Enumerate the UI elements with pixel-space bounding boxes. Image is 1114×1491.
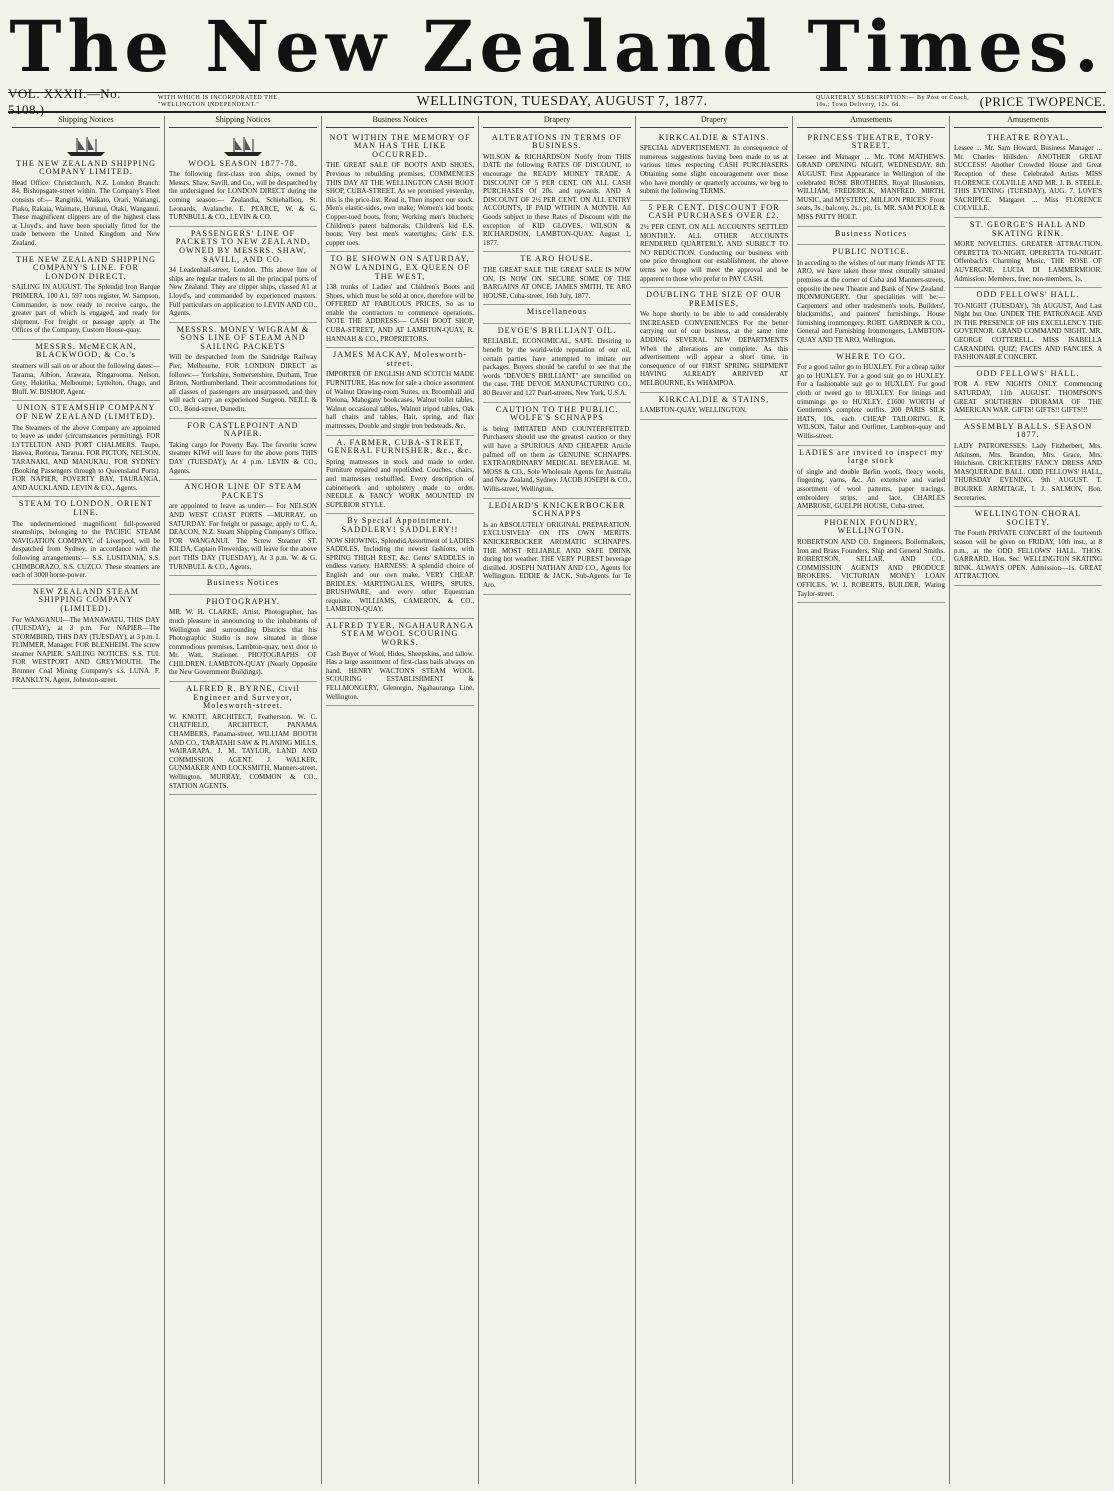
advertisement [169, 682, 317, 795]
ad-title: ALFRED TYER, NGAHAURANGA STEAM WOOL SCOURING WORKS. [326, 620, 474, 648]
advertisement [954, 367, 1102, 420]
ad-body: SAILING IN AUGUST. The Splendid Iron Barque PRIMERA, 100 A1, 597 tons register, W. Sampson, Commander, is now ready to receive cargo, the greater part of which is engaged, and ready for shipment. For freight or passage apply at The Offices of the Company, Custom House-quay. [12, 283, 160, 335]
ad-body: Will be despatched from the Sandridge Railway Pier, Melbourne, FOR LONDON DIRECT as follows:— Yorkshire, Somersetshire, Durham, True Briton, Northumberland. Their accommodations for all classes of passengers are unsurpassed, and they will each carry an experienced Surgeon. NEILL & CO., Bond-street, Dunedin. [169, 353, 317, 414]
ad-title: ST. GEORGE'S HALL AND SKATING RINK. [969, 219, 1087, 238]
ad-title: NOT WITHIN THE MEMORY OF MAN HAS THE LIKE OCCURRED. [329, 132, 471, 159]
advertisement [12, 253, 160, 340]
ad-body: IMPORTER OF ENGLISH AND SCOTCH MADE FURNITURE, Has now for sale a choice assortment of Walnut Drawing-room Suites, ex Broomhall and Fleiona, Mahogany bookcases, Walnut toilet tables, Walnut occasional tables, Walnut tripod tables, Oak hall chairs and tables, Hair, spring, and flax mattresses, Double and single iron bedsteads, &c. [326, 370, 474, 430]
column-3 [322, 116, 479, 1484]
advertisement [326, 252, 474, 348]
advertisement [12, 585, 160, 690]
ad-body: Lessee and Manager ... Mr. TOM MATHEWS. GRAND OPENING NIGHT, WEDNESDAY, 8th AUGUST. First Appearance in Wellington of the celebrated ROSE BROTHERS, Royal Illusionists, WILLIAM, FREDERICK, MANFRED. MIRTH, MUSIC, and MYSTERY. MILLION PRICES: Front seats, 3s.; balcony, 2s.; pit, 1s. MR. SAM POOLE & MISS PATTY HOLT. [797, 152, 945, 221]
advertisement [954, 420, 1102, 507]
advertisement [483, 499, 631, 595]
column-heading: Drapery [483, 116, 631, 128]
advertisement [954, 131, 1102, 218]
ad-title: WOOL SEASON 1877-78. [188, 158, 298, 168]
ad-title: CAUTION TO THE PUBLIC. WOLFE'S SCHNAPPS [495, 404, 619, 423]
ad-body: are appointed to leave as under:— For NELSON AND WEST COAST PORTS —MURRAY, on SATURDAY. For freight or passage, apply to C. A. DEACON, N.Z. Steam Shipping Company's Office. FOR WANGANUI. The Screw Steamer ST. KILDA, Captain Flowerday, will leave for the above port THIS DAY (TUESDAY), At 3 p.m. W. & G. TURNBULL & CO., Agents. [169, 502, 317, 571]
ad-title: STEAM TO LONDON. ORIENT LINE. [18, 499, 154, 517]
advertisement [483, 252, 631, 305]
ship-icon [220, 136, 266, 158]
ad-title: ASSEMBLY BALLS. SEASON 1877. [963, 421, 1093, 440]
advertisement [169, 576, 317, 595]
ad-body: In acceding to the wishes of our many friends AT TE ARO, we have taken those most centrally situated premises at the corner of Cuba and Manners-streets, opposite the new Theatre and Bank of New Zealand. IRONMONGERY. Our specialities will be:— Carpenters' and other tradesmen's tools, Builders', blacksmiths', and painters' furnishings, House furnishing ironmongery. ROBT. GARDNER & CO., General and Furnishing Ironmongers, LAMBTON-QUAY AND TE ARO, Wellington. [797, 258, 945, 345]
column-heading: Shipping Notices [12, 116, 160, 128]
ad-title: MESSRS. McMECKAN, BLACKWOOD, & Co.'s [35, 341, 137, 360]
masthead-subhead [8, 86, 1106, 117]
ad-title: DOUBLING THE SIZE OF OUR PREMISES, [646, 290, 782, 308]
advertisement [797, 227, 945, 246]
ad-body: FOR A FEW NIGHTS ONLY. Commencing SATURDAY, 11th AUGUST. THOMPSON'S GREAT SOUTHERN DIORAMA OF THE AMERICAN WAR. GIFTS! GIFTS!! GIFTS!!! [954, 380, 1102, 415]
advertisement [483, 324, 631, 403]
ad-title: By Special Appointment. SADDLERY! SADDLERY!! [341, 516, 459, 534]
ad-title: LEDIARD'S KNICKERBOCKER SCHNAPPS [488, 500, 626, 519]
advertisement [640, 201, 788, 288]
advertisement [326, 514, 474, 619]
advertisement [326, 348, 474, 435]
ad-title: JAMES MACKAY, Molesworth-street. [333, 350, 467, 368]
advertisement [640, 131, 788, 201]
ad-title: THEATRE ROYAL. [987, 132, 1069, 142]
ad-title: Business Notices [206, 578, 280, 588]
columns-container [8, 116, 1106, 1484]
advertisement [12, 340, 160, 402]
advertisement [797, 131, 945, 227]
ad-title: THE NEW ZEALAND SHIPPING COMPANY'S LINE. FOR LONDON DIRECT. [15, 254, 157, 281]
ad-body: is being IMITATED AND COUNTERFEITED. Purchasers should use the greatest caution or they will have a SPURIOUS AND CHEAPER Article palmed off on them as GENUINE SCHNAPPS. EXTRAORDINARY MEDICAL BEVERAGE. M. MOSS & CO., Sole Wholesale Agents for Australia and New Zealand, Sydney. JACOB JOSEPH & CO., Willis-street, Wellington. [483, 424, 631, 493]
ad-body: SPECIAL ADVERTISEMENT. In consequence of numerous suggestions having been made to us at various times respecting CASH PURCHASERS Obtaining some slight encouragement over those who have monthly or quarterly accounts, we beg to submit the following TERMS. [640, 144, 788, 196]
ad-title: UNION STEAMSHIP COMPANY OF NEW ZEALAND (LIMITED). [16, 403, 156, 422]
ad-title: ODD FELLOWS' HALL. [976, 290, 1080, 300]
advertisement [483, 305, 631, 324]
column-7 [950, 116, 1106, 1484]
ad-body: 138 trunks of Ladies' and Children's Boots and Shoes, which must be sold at once, therefore will be OFFERED AT FABULOUS PRICES, So as to enable the contractors to commence operations. NOTE THE ADDRESS:— CASH BOOT SHOP, CUBA-STREET, AND AT LAMBTON-QUAY, R. HANNAH & CO., PROPRIETORS. [326, 283, 474, 343]
ad-title: PHOTOGRAPHY. [206, 596, 280, 606]
ad-title: PASSENGERS' LINE OF PACKETS TO NEW ZEALAND, OWNED BY MESSRS. SHAW, SAVILL, AND CO. [175, 228, 311, 264]
ad-body: THE GREAT SALE THE GREAT SALE IS NOW ON, IS NOW ON. SECURE SOME OF THE BARGAINS AT ONCE. JAMES SMITH, TE ARO HOUSE, Cuba-street, 16th July, 1877. [483, 265, 631, 300]
ship-icon [63, 136, 109, 158]
advertisement [954, 288, 1102, 367]
column-4 [479, 116, 636, 1484]
ad-body: The Steamers of the above Company are appointed to leave as under (circumstances permitting). FOR LYTTELTON AND PORT CHALMERS. Taupo, Hawea, Rotorua, Tararua. FOR PICTON, NELSON, TARANAKI, AND MANUKAU. FOR SYDNEY (Booking Passengers through to Queensland Ports). FOR NAPIER, POVERTY BAY, TAURANGA, AND AUCKLAND. LEVIN & CO., Agents. [12, 423, 160, 492]
ad-body: Lessee ... Mr. Sam Howard. Business Manager ... Mr. Charles Hillsden. ANOTHER GREAT SUCCESS! Another Crowded House and Great Reception of these Celebrated Artists MISS FLORENCE COLVILLE AND MR. J. B. STEELE. THIS EVENING (TUESDAY), AUG. 7. LOVE'S SACRIFICE. Margaret ... Miss FLORENCE COLVILLE. [954, 144, 1102, 213]
advertisement [954, 507, 1102, 586]
ad-title: WHERE TO GO. [836, 351, 906, 361]
volume-number: VOL. XXXII.—No. 5108.) [8, 86, 121, 117]
ad-body: 34 Leadenhall-street, London. This above line of ships are regular traders to all the principal ports of New Zealand. They are clipper ships, classed A1 at Lloyd's, and commanded by experienced masters. Full particulars on application to LEVIN AND CO., Agents. [169, 266, 317, 318]
ad-title: TO BE SHOWN ON SATURDAY, NOW LANDING, EX QUEEN OF THE WEST, [329, 254, 471, 281]
ad-title: TE ARO HOUSE. [520, 254, 594, 264]
advertisement [483, 131, 631, 253]
advertisement [797, 446, 945, 516]
ad-title: LADIES are invited to inspect my large stock [798, 447, 944, 466]
dateline: WELLINGTON, TUESDAY, AUGUST 7, 1877. [416, 94, 708, 109]
ad-body: The Fourth PRIVATE CONCERT of the fourteenth season will be given on FRIDAY, 10th inst., at 8 p.m., at the ODD FELLOWS' HALL. THOS. GARRARD, Hon. Sec. WELLINGTON SKATING RINK. ALWAYS OPEN. Admission—1s. GREAT ATTRACTION. [954, 529, 1102, 581]
advertisement [12, 131, 160, 253]
subscription-note: QUARTERLY SUBSCRIPTION:— By Post or Coach, 10s.; Town Delivery, 12s. 6d. [816, 95, 970, 108]
column-heading: Amusements [797, 116, 945, 128]
ad-body: Taking cargo for Poverty Bay. The favorite screw steamer KIWI will leave for the above ports THIS DAY (TUESDAY), At 4 p.m. LEVIN & CO., Agents. [169, 440, 317, 475]
ad-title: ODD FELLOWS' HALL. [976, 368, 1080, 378]
ad-title: FOR CASTLEPOINT AND NAPIER. [187, 420, 299, 439]
ad-title: THE NEW ZEALAND SHIPPING COMPANY LIMITED. [15, 158, 157, 177]
ad-title: A. FARMER, CUBA-STREET, GENERAL FURNISHER, &c., &c. [327, 437, 473, 456]
ad-title: KIRKCALDIE & STAINS. [658, 132, 770, 142]
ad-title: 5 PER CENT. DISCOUNT FOR CASH PURCHASES OVER £2. [648, 202, 780, 221]
advertisement [640, 393, 788, 420]
advertisement [326, 131, 474, 253]
advertisement [797, 245, 945, 350]
ad-title: PHOENIX FOUNDRY, WELLINGTON. [823, 517, 919, 536]
advertisement [169, 131, 317, 227]
column-heading: Business Notices [326, 116, 474, 128]
advertisement [640, 288, 788, 393]
ad-body: For WANGANUI—The MANAWATU, THIS DAY (TUESDAY), at 3 p.m. For NAPIER—The STORMBIRD, THIS DAY (TUESDAY), at 3 p.m. I. FLIMMER, Manager. FOR BLENHEIM. The screw steamer NAPIER. SAILING NOTICES. S.S. TUI. FOR WESTPORT AND GREYMOUTH. The Brunner Coal Mining Company's s.s. LUNA. F. FRANKLYN, Agent, Johnston-street. [12, 615, 160, 684]
ad-title: ANCHOR LINE OF STEAM PACKETS [184, 482, 302, 500]
ad-body: WILSON & RICHARDSON Notify from THIS DATE the following RATES OF DISCOUNT, to encourage the READY MONEY TRADE. A DISCOUNT OF 5 PER CENT. ON ALL CASH PURCHASES Of 20s. and upwards. AND A DISCOUNT OF 2½ PER CENT. ON ALL ENTRY ACCOUNTS, IF PAID WITHIN A MONTH. All Goods subject to these Rates of Discount with the exception of KID GLOVES. WILSON & RICHARDSON, LAMBTON-QUAY. August 1, 1877. [483, 152, 631, 247]
ad-body: MR. W. H. CLARKE, Artist, Photographer, has much pleasure in announcing to the inhabitants of Wellington and surrounding Districts that his Photographic Studio is now situated in those commodious premises, Lambton-quay, next door to Mr. Watt, Stationer. PHOTOGRAPHS OF CHILDREN. LAMBTON-QUAY (Nearly Opposite the New Government Buildings). [169, 608, 317, 677]
ad-body: LAMBTON-QUAY, WELLINGTON. [640, 406, 747, 415]
ad-title: ALFRED R. BYRNE, Civil Engineer and Surveyor, Molesworth-street. [186, 684, 300, 711]
column-heading: Shipping Notices [169, 116, 317, 128]
ad-title: NEW ZEALAND STEAM SHIPPING COMPANY (LIMITED). [33, 586, 139, 613]
ad-body: LADY PATRONESSES: Lady Fitzherbert, Mrs. Atkinson, Mrs. Brandon, Mrs. Grace, Mrs. Hutchison. CRICKETERS' FANCY DRESS AND MASQUERADE BALL. ODD FELLOWS' HALL, THURSDAY EVENING, 9th AUGUST. T. BOURKE ARMITAGE, I. J. SALMON, Hon. Secretaries. [954, 442, 1102, 502]
ad-body: Head Office: Christchurch, N.Z. London Branch: 84, Bishopsgate-street within. The Company's Fleet consists of:— Rangitiki, Waikato, Orari, Waitangi, Piako, Rakaia, Waimate, Hurunui, Otaki, Wanganui. These magnificent clippers are of the highest class at Lloyd's, and have been specially fitted for the trade between the United Kingdom and New Zealand. [12, 178, 160, 247]
ad-body: NOW SHOWING, Splendid Assortment of LADIES SADDLES, Including the newest fashions, with SPRING THIGH REST, &c. Gents' SADDLES in endless variety. HARNESS: A splendid choice of English and our own make, VERY CHEAP. BRIDLES, MARTINGALES, WHIPS, SPURS, BRUSHWARE, and every other Equestrian requisite. WILLIAMS, CAMERON, & CO., LAMBTON-QUAY. [326, 536, 474, 614]
ad-title: DEVOE'S BRILLIANT OIL. [497, 325, 617, 335]
ad-body: Is an ABSOLUTELY ORIGINAL PREPARATION. EXCLUSIVELY ON ITS OWN MERITS. KNICKERBOCKER AROMATIC SCHNAPPS. THE MOST RELIABLE AND SAFE DRINK during hot weather. THE VERY PUREST beverage distilled. JOSEPH NATHAN AND CO., Agents for Wellington. EDDIE & JACK, Sub-Agents for Te Aro. [483, 520, 631, 589]
ad-title: WELLINGTON CHORAL SOCIETY. [974, 509, 1082, 527]
ad-title: Miscellaneous [526, 307, 588, 317]
ad-body: Spring mattresses in stock and made to order. Furniture repaired and repolished. Couches, chairs, and mattresses reshuffled. Every description of cabinetwork and upholstery made to order. NEEDLE & FANCY WORK MOUNTED IN SUPERIOR STYLE. [326, 457, 474, 509]
ad-body: W. KNOTT, ARCHITECT, Featherston. W. C. CHATFIELD, ARCHITECT, PANAMA CHAMBERS, Panama-street. WILLIAM BOOTH AND CO., TARATAHI SAW & PLANING MILLS, WAIRARAPA. J. M. TAYLOR, LAND AND COMMISSION AGENT. J. WALKER, GUNMAKER AND LOCKSMITH, Manners-street, Wellington. MURRAY, COMMON & CO., STATION AGENTS. [169, 712, 317, 790]
ad-title: MESSRS. MONEY WIGRAM & SONS LINE OF STEAM AND SAILING PACKETS [176, 324, 310, 351]
advertisement [12, 401, 160, 497]
advertisement [954, 218, 1102, 288]
ad-body: 2½ PER CENT. ON ALL ACCOUNTS SETTLED MONTHLY. ALL OTHER ACCOUNTS RENDERED QUARTERLY, AND SUBJECT TO NO REDUCTION. Conducting our business with one price throughout our establishment, the above terms we hope will meet the approval and be apparent to those who prefer to PAY CASH. [640, 222, 788, 283]
ad-body: Cash Buyer of Wool, Hides, Sheepskins, and tallow. Has a large assortment of first-class bails always on hand. HENRY WACTON'S STEAM WOOL SCOURING ESTABLISHMENT & FELLMONGERY, Glenorgin, Ngahauranga Line, Wellington. [326, 649, 474, 701]
price: (PRICE TWOPENCE. [979, 94, 1106, 109]
advertisement [797, 350, 945, 446]
ad-title: Business Notices [834, 228, 908, 238]
ad-body: TO-NIGHT (TUESDAY), 7th AUGUST, And Last Night but One. UNDER THE PATRONAGE AND IN THE PRESENCE OF HIS EXCELLENCY THE GOVERNOR. GRAND COMMAND NIGHT. MR. GEORGE COTTERELL. MISS ISABELLA CARANDINI. QUIZ; FACES AND FANCIES. A FASHIONABLE CONCERT. [954, 301, 1102, 362]
advertisement [169, 480, 317, 576]
advertisement [169, 595, 317, 682]
advertisement [169, 227, 317, 323]
column-heading: Drapery [640, 116, 788, 128]
ad-title: PUBLIC NOTICE. [832, 247, 910, 257]
advertisement [483, 403, 631, 499]
masthead-title: The New Zealand Times. [9, 5, 1105, 88]
advertisement [797, 516, 945, 603]
ad-body: ROBERTSON AND CO. Engineers, Boilermakers, Iron and Brass Founders, Ship and General Smiths. ROBERTSON, SELLAR, AND CO., COMMISSION AGENTS AND PRODUCE BROKERS. VICTORIAN MONEY LOAN OFFICES. W. J. ROBERTS, BUILDER, Waring Taylor-street. [797, 537, 945, 598]
advertisement [169, 323, 317, 419]
column-1 [8, 116, 165, 1484]
ad-title: ALTERATIONS IN TERMS OF BUSINESS. [491, 132, 623, 151]
ad-body: RELIABLE, ECONOMICAL, SAFE. Desiring to benefit by the world-wide reputation of our oil, certain parties have attempted to imitate our packages. Buyers should be careful to see that the words "DEVOE'S BRILLIANT" are stencilled on the case. THE DEVOE MANUFACTURING CO., 80 Beaver and 127 Pearl-streets, New York, U.S.A. [483, 337, 631, 398]
column-heading: Amusements [954, 116, 1102, 128]
column-5 [636, 116, 793, 1484]
ad-body: We hope shortly to be able to add considerably INCREASED CONVENIENCES For the better carrying out of our business, at the same time ADDING SEVERAL NEW DEPARTMENTS When the alterations are complete. As this advertisement will appear a short time, in consequence of our FIRST SPRING SHIPMENT HAVING ALREADY ARRIVED AT MELBOURNE, Ex WHAMPOA. [640, 310, 788, 388]
ad-title: KIRKCALDIE & STAINS, [658, 394, 770, 404]
advertisement [326, 436, 474, 515]
advertisement [326, 619, 474, 706]
ad-title: PRINCESS THEATRE, TORY-STREET. [807, 132, 935, 151]
advertisement [12, 497, 160, 584]
column-2 [165, 116, 322, 1484]
advertisement [169, 419, 317, 481]
incorporation-note: WITH WHICH IS INCORPORATED THE "WELLINGTON INDEPENDENT." [158, 95, 278, 108]
ad-body: For a good tailor go to HUXLEY. For a cheap tailor go to HUXLEY. For a good suit go to HUXLEY. For a fashionable suit go to HUXLEY. For good cloth or tweed go to HUXLEY. For linings and trimmings go to HUXLEY. £1600 WORTH of Gentlemen's complete outfits. 200 PARIS SILK HATS, 10s. each. CHEAP TAILORING. R. WILSON, Tailor and Outfitter, Lambton-quay and Willis-street. [797, 363, 945, 440]
ad-body: of single and double Berlin wools, fleecy wools, fingering, yarns, &c. An extensive and varied assortment of wool patterns, paper tracings, embroidery strips, and lace. CHARLES AMBROSE, GUELPH HOUSE, Cuba-street. [797, 467, 945, 511]
column-6 [793, 116, 950, 1484]
ad-body: The undermentioned magnificent full-powered steamships, belonging to the PACIFIC STEAM NAVIGATION COMPANY, of Liverpool, will be despatched from Sydney, in accordance with the following arrangements:— S.S. LUSITANIA, S.S. CHIMBORAZO, S.S. CUZCO. These steamers are each of 3000 horse-power. [12, 519, 160, 580]
ad-body: THE GREAT SALE OF BOOTS AND SHOES, Previous to rebuilding premises, COMMENCES THIS DAY AT THE WELLINGTON CASH BOOT SHOP, CUBA-STREET. As we promised yesterday, this is the price-list. Read it. Then inspect our stock. Men's elastic-sides, own make; Women's kid boots; Copper-toed boots, from; Working men's bluchers; Children's patent balmorals; Children's kid E.S. boots; Very best men's watertights; Girls' E.S. copper toes. [326, 161, 474, 247]
ad-body: steamers will sail on or about the following dates:— Tararua, Albion, Arawata, Ringarooma. Nelson, Grey, Hokitika, Melbourne; Lyttelton, Otago, and Bluff. W. BISHOP, Agent. [12, 362, 160, 396]
ad-body: The following first-class iron ships, owned by Messrs. Shaw, Savill, and Co., will be despatched by the undersigned for LONDON DIRECT during the coming season:— Zealandia, Schiehallion, St. Leonards, Avalanche. E. PEARCE, W. & G. TURNBULL & CO., LEVIN & CO. [169, 170, 317, 222]
ad-body: MORE NOVELTIES. GREATER ATTRACTION. OPERETTA TO-NIGHT. OPERETTA TO-NIGHT. Offenbach's Charming Music, THE ROSE OF AUVERGNE. LUCIA DI LAMMERMOOR. Admission: Members, free; non-members, 1s. [954, 240, 1102, 283]
